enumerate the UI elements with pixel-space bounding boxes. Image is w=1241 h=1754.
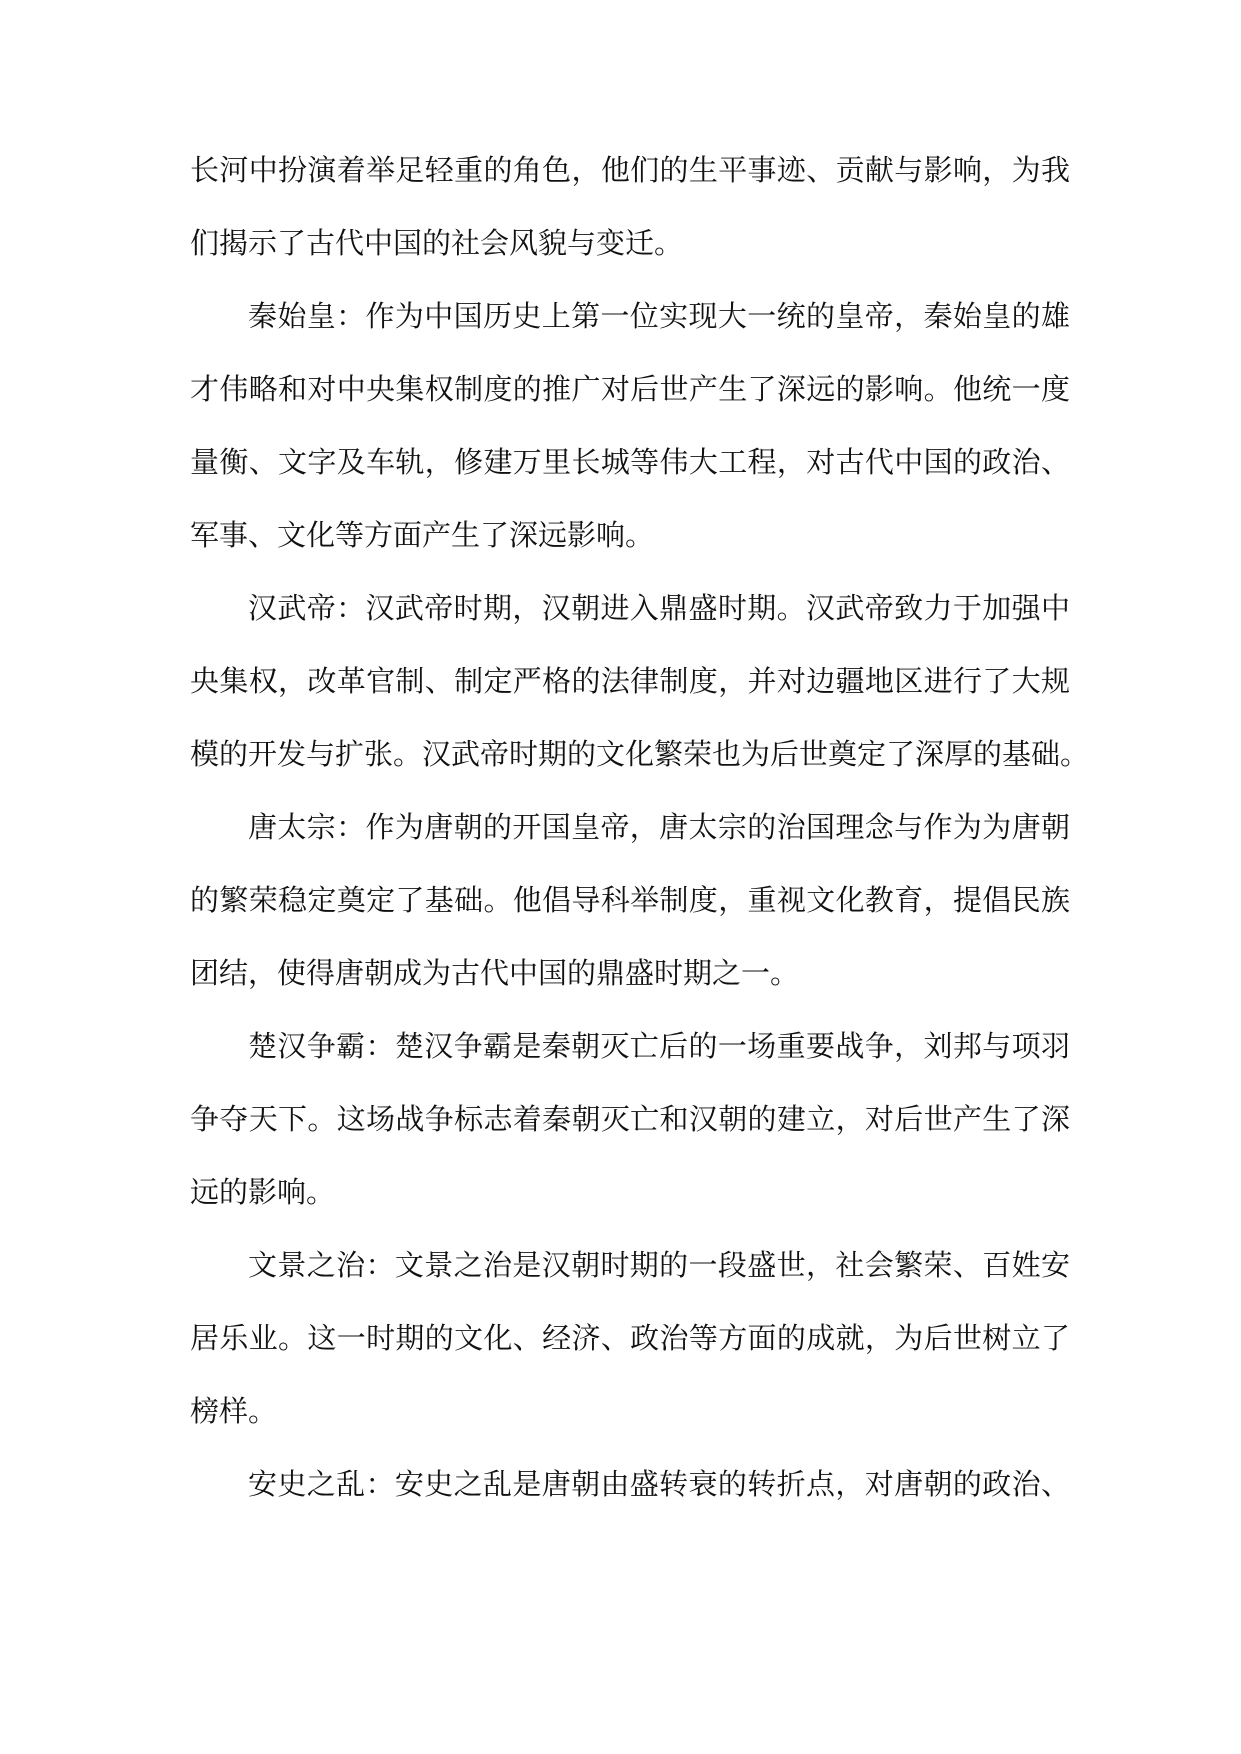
text-line: 才伟略和对中央集权制度的推广对后世产生了深远的影响。他统一度	[190, 372, 1070, 406]
text-line: 长河中扮演着举足轻重的角色，他们的生平事迹、贡献与影响，为我	[190, 153, 1070, 187]
text-line: 央集权，改革官制、制定严格的法律制度，并对边疆地区进行了大规	[190, 664, 1070, 698]
paragraph-tang-taizong-start: 唐太宗：作为唐朝的开国皇帝，唐太宗的治国理念与作为为唐朝	[248, 810, 1070, 844]
text-line: 模的开发与扩张。汉武帝时期的文化繁荣也为后世奠定了深厚的基础。	[190, 737, 1090, 771]
text-line: 量衡、文字及车轨，修建万里长城等伟大工程，对古代中国的政治、	[190, 445, 1070, 479]
text-line: 远的影响。	[190, 1175, 336, 1209]
text-line: 的繁荣稳定奠定了基础。他倡导科举制度，重视文化教育，提倡民族	[190, 883, 1070, 917]
text-line: 居乐业。这一时期的文化、经济、政治等方面的成就，为后世树立了	[190, 1321, 1070, 1355]
text-line: 榜样。	[190, 1394, 278, 1428]
text-line: 争夺天下。这场战争标志着秦朝灭亡和汉朝的建立，对后世产生了深	[190, 1102, 1070, 1136]
paragraph-chu-han-start: 楚汉争霸：楚汉争霸是秦朝灭亡后的一场重要战争，刘邦与项羽	[248, 1029, 1070, 1063]
paragraph-wen-jing-start: 文景之治：文景之治是汉朝时期的一段盛世，社会繁荣、百姓安	[248, 1248, 1070, 1282]
text-line: 们揭示了古代中国的社会风貌与变迁。	[190, 226, 684, 260]
body-text	[190, 145, 1090, 1532]
paragraph-an-shi-start: 安史之乱：安史之乱是唐朝由盛转衰的转折点，对唐朝的政治、	[248, 1467, 1070, 1501]
paragraph-han-wudi-start: 汉武帝：汉武帝时期，汉朝进入鼎盛时期。汉武帝致力于加强中	[248, 591, 1070, 625]
text-line: 军事、文化等方面产生了深远影响。	[190, 518, 655, 552]
paragraph-qin-shi-huang-start: 秦始皇：作为中国历史上第一位实现大一统的皇帝，秦始皇的雄	[248, 299, 1070, 333]
text-line: 团结，使得唐朝成为古代中国的鼎盛时期之一。	[190, 956, 800, 990]
